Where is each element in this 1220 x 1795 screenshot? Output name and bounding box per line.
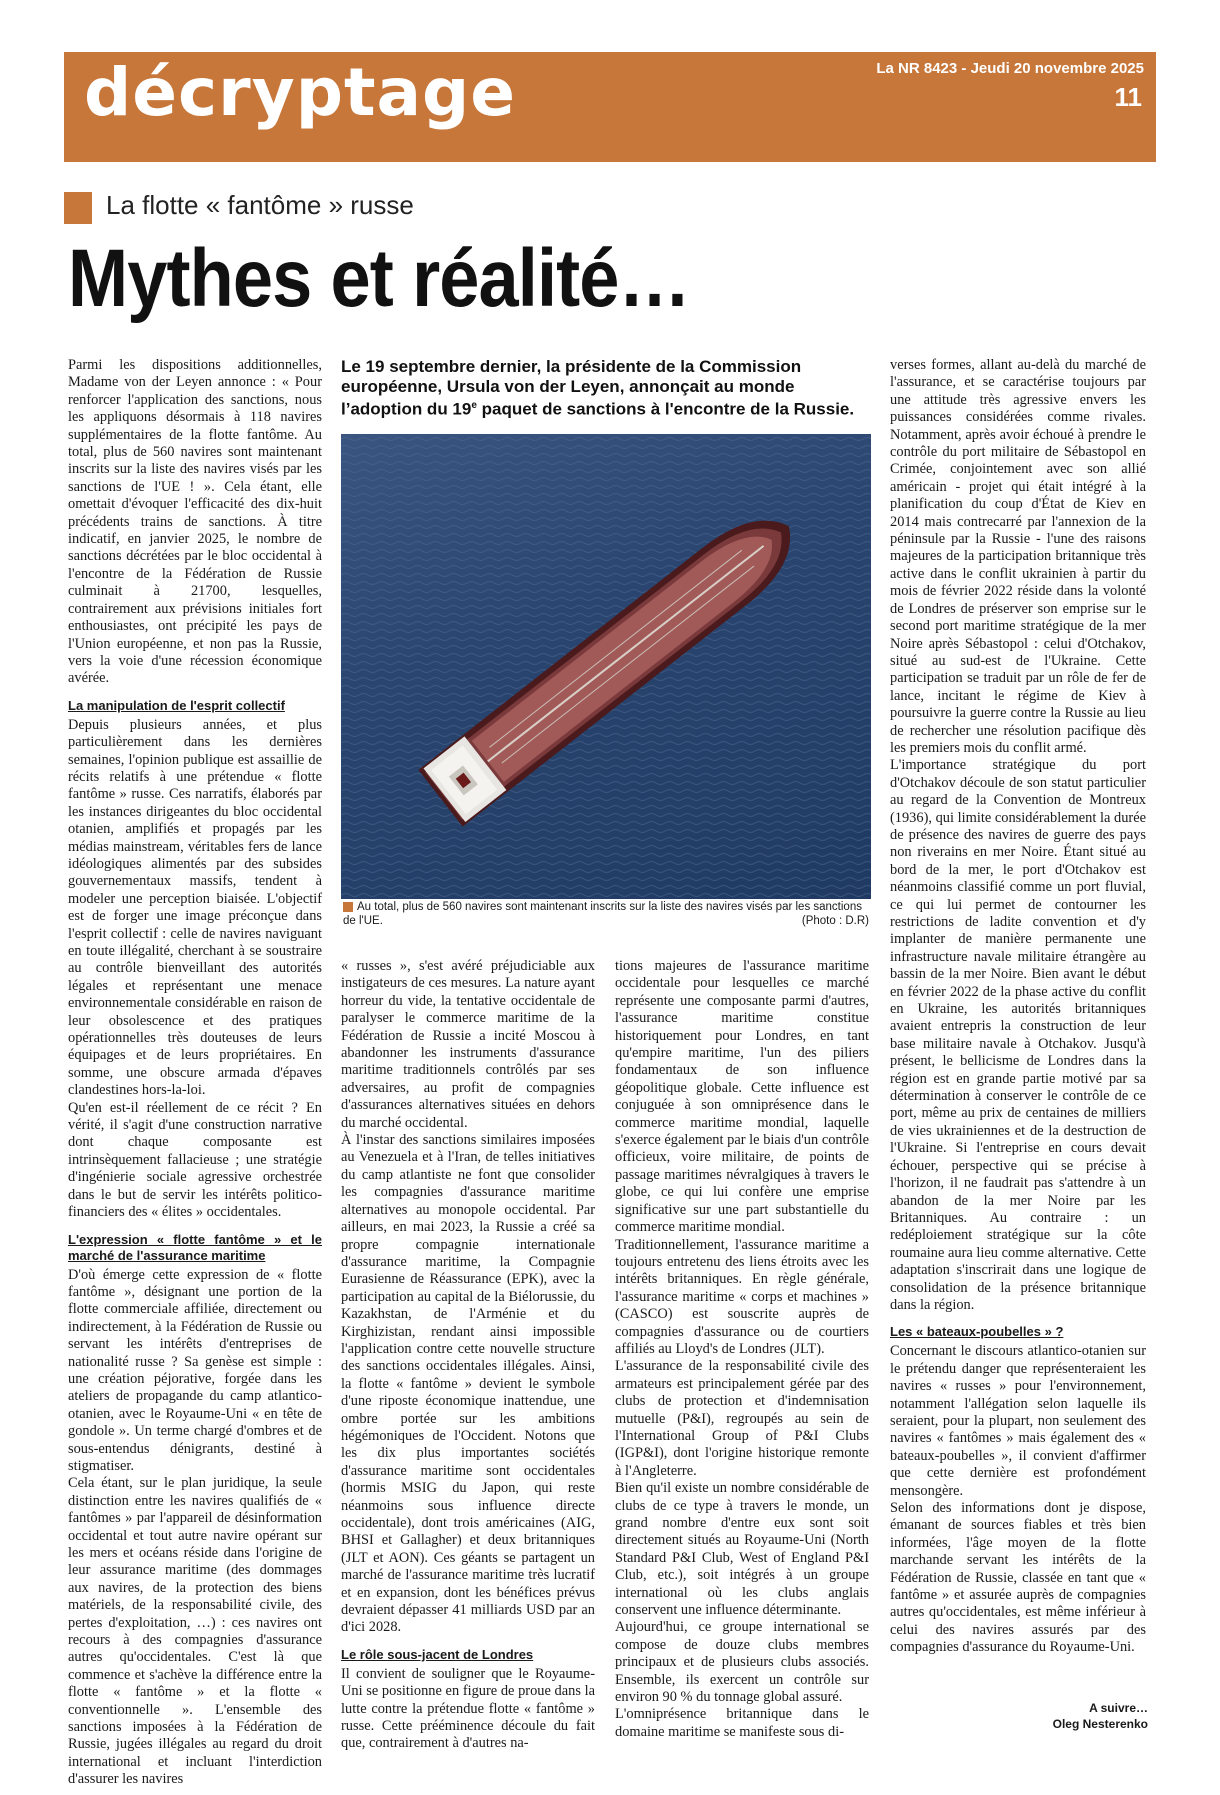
paragraph: verses formes, allant au-delà du marché de l'assurance, et se caractérise toujours par une attitude très agressive envers les puissances considérées comme rivales. Notamment, après avoir échoué à prendre le contrôle du port militaire de Sébastopol en Crimée, conjointement avec son allié américain - projet qui était intégré à la planification du coup d'État de Kiev en 2014 mais contrecarré par l'annexion de la péninsule par la Russie - l'une des raisons majeures de la participation britannique très active dans le conflit ukrainien à partir du mois de février 2022 réside dans la volonté de Londres de préserver son emprise sur le second port maritime stratégique de la mer Noire après Sébastopol : celui d'Otchakov, situé au sud-est de l'Ukraine. Cette participation se traduit par un rôle de fer de lance, incitant le régime de Kiev à poursuivre la guerre contre la Russie au lieu de rechercher une résolution pacifique dès les premiers mois du conflit armé.	[890, 357, 1146, 756]
section-banner	[64, 52, 1156, 162]
paragraph: Selon des informations dont je dispose, émanant de sources fiables et très bien informées, l'âge moyen de la flotte marchande servant les intérêts de la Fédération de Russie, classée en tant que « fantôme » et assurée auprès de compagnies autres qu'occidentales, est même inférieur à celui des navires assurés par des compagnies d'assurance du Royaume-Uni.	[890, 1500, 1146, 1656]
paragraph: À l'instar des sanctions similaires imposées au Venezuela et à l'Iran, de telles initiatives du camp atlantiste ne font que consolider les compagnies d'assurance maritime alternatives au monopole occidental. Par ailleurs, en mai 2023, la Russie a créé sa propre compagnie internationale d'assurance maritime, la Compagnie Eurasienne de Réassurance (EPK), avec la participation au capital de la Biélorussie, du Kazakhstan, de l'Arménie et du Kirghizistan, rendant ainsi impossible l'application contre cette nouvelle structure des sanctions occidentales illégales. Ainsi, la flotte « fantôme » devient le symbole d'une riposte économique inattendue, une ombre portée sur les ambitions hégémoniques de l'Occident. Notons que les dix plus importantes sociétés d'assurance maritime sont occidentales (hormis MSIG du Japon, qui reste néanmoins sous influence directe occidentale), dont trois américaines (AIG, BHSI et Gallagher) et deux britanniques (JLT et AON). Ces géants se partagent un marché de l'assurance maritime très lucratif et en expansion, dont les bénéfices prévus devraient dépasser 41 milliards USD par an d'ici 2028.	[341, 1132, 595, 1636]
tanker-photo	[341, 434, 871, 899]
caption-text: Au total, plus de 560 navires sont maintenant inscrits sur la liste des navires visés par les sanctions de l'UE.	[343, 901, 862, 927]
lead-ordinal: e	[471, 400, 477, 411]
section-title: décryptage	[84, 54, 517, 131]
paragraph: Cela étant, sur le plan juridique, la seule distinction entre les navires qualifiés de « fantômes » par l'appareil de désinformation occidental et tout autre navire opérant sur les mers et océans réside dans l'origine de leur assurance maritime (des dommages aux navires, de la protection des biens matériels, de la responsabilité civile, des pertes d'exploitation, …) : ces navires ont recours à des compagnies d'assurance autres qu'occidentales. C'est là que commence et s'achève la différence entre la flotte « fantôme » et la flotte « conventionnelle ». L'ensemble des sanctions imposées à la Fédération de Russie, jugées illégales au regard du droit international et incluant l'interdiction d'assurer les navires	[68, 1475, 322, 1788]
photo-credit: (Photo : D.R)	[801, 915, 869, 927]
paragraph: Concernant le discours atlantico-otanien sur le prétendu danger que représenteraient les navires « russes » pour l'environnement, notamment l'allégation selon laquelle ils seraient, pour la plupart, non seulement des navires « fantômes » mais également des « bateaux-poubelles », il convient d'affirmer que cette dernière est profondément mensongère.	[890, 1343, 1146, 1499]
paragraph: Traditionnellement, l'assurance maritime a toujours entretenu des liens étroits avec les intérêts britanniques. En règle générale, l'assurance maritime « corps et machines » (CASCO) est souscrite auprès de compagnies d'assurance ou de courtiers affiliés au Lloyd's de Londres (JLT).	[615, 1236, 869, 1357]
article-lead	[341, 357, 869, 419]
column-2	[341, 958, 595, 1753]
paragraph: L'assurance de la responsabilité civile des armateurs est principalement gérée par des clubs de protection et d'indemnisation mutuelle (P&I), regroupés au sein de l'International Group of P&I Clubs (IGP&I), dont l'origine historique remonte à l'Angleterre.	[615, 1358, 869, 1479]
paragraph: tions majeures de l'assurance maritime occidentale pour lesquelles ce marché représente une composante parmi d'autres, l'assurance maritime constitue historiquement pour Londres, en tant qu'empire maritime, l'un des piliers fondamentaux de son influence géopolitique globale. Cette influence est conjuguée à son omniprésence dans le commerce maritime mondial, laquelle s'exerce également par le biais d'un contrôle officieux, voire militaire, de points de passage maritimes névralgiques à travers le globe, ce qui lui confère une emprise significative sur une part substantielle du commerce maritime mondial.	[615, 958, 869, 1236]
column-3	[615, 958, 869, 1741]
column-4	[890, 357, 1146, 1657]
kicker: La flotte « fantôme » russe	[106, 190, 414, 220]
page-number: 11	[1114, 82, 1142, 112]
paragraph: L'importance stratégique du port d'Otchakov découle de son statut particulier au regard de la Convention de Montreux (1936), qui limite considérablement la durée de présence des navires de guerre des pays non riverains en mer Noire. Étant situé au bord de la mer, le port d'Otchakov est néanmoins classifié comme un port fluvial, ce qui lui permet de contourner les restrictions de ladite convention et d'y implanter de manière permanente une infrastructure navale militaire étrangère au bassin de la mer Noire. Bien avant le début en février 2022 de la phase active du conflit en Ukraine, les autorités britanniques avaient entrepris la construction de leur base militaire navale à Otchakov. Jusqu'à présent, le bellicisme de Londres dans la région est en grande partie motivé par sa détermination à conserver le contrôle de ce port, même au prix de centaines de milliers de vies ukrainiennes et de la destruction de l'Ukraine. Si l'entreprise en cours devait échouer, perspective qui se précise à l'horizon, il ne faudrait pas s'attendre à un abandon de la mer Noire par les Britanniques. Au contraire : un redéploiement stratégique sur la côte roumaine aura lieu comme alternative. Cette adaptation s'inscrirait dans une logique de consolidation de la présence britannique dans la région.	[890, 757, 1146, 1313]
lead-text: paquet de sanctions à l'encontre de la Russie.	[476, 399, 855, 419]
subheading: Les « bateaux-poubelles » ?	[890, 1324, 1064, 1340]
edition-date: La NR 8423 - Jeudi 20 novembre 2025	[876, 60, 1144, 77]
subheading: La manipulation de l'esprit collectif	[68, 697, 285, 713]
headline: Mythes et réalité…	[68, 233, 690, 324]
tanker-illustration	[341, 434, 871, 899]
paragraph: L'omniprésence britannique dans le domaine maritime se manifeste sous di-	[615, 1706, 869, 1740]
subheading: L'expression « flotte fantôme » et le marché de l'assurance maritime	[68, 1231, 322, 1263]
signoff	[1053, 1700, 1148, 1732]
paragraph: Qu'en est-il réellement de ce récit ? En vérité, il s'agit d'une construction narrative dont chaque composante est intrinsèquement fallacieuse ; une stratégie d'ingénierie sociale agressive orchestrée dans le but de servir les intérêts politico-financiers des « élites » occidentales.	[68, 1099, 322, 1221]
paragraph: Il convient de souligner que le Royaume-Uni se positionne en figure de proue dans la lutte contre la prétendue flotte « fantôme » russe. Cette prééminence découle du fait que, contrairement à d'autres na-	[341, 1665, 595, 1752]
paragraph: Depuis plusieurs années, et plus particulièrement dans les dernières semaines, l'opinion publique est assaillie de récits relatifs à une prétendue « flotte fantôme » russe. Ces narratifs, élaborés par les instances dirigeantes du bloc occidental otanien, amplifiés et propagés par les médias mainstream, véritables fers de lance idéologiques alimentés par des subsides gouvernementaux massifs, tendent à modeler une perception biaisée. L'objectif est de forger une image préconçue dans l'esprit collectif : celle de navires naviguant en toute illégalité, cherchant à se soustraire au contrôle bienveillant des autorités légales et représentant une menace environnementale considérable en raison de leur obsolescence et des pratiques opérationnelles très douteuses de leurs équipages et de leurs propriétaires. En somme, une obscure armada d'épaves clandestines hors-la-loi.	[68, 716, 322, 1099]
column-1	[68, 357, 322, 1789]
paragraph: Parmi les dispositions additionnelles, Madame von der Leyen annonce : « Pour renforcer l'application des sanctions, nous les appliquons désormais à 118 navires supplémentaires de la flotte fantôme. Au total, plus de 560 navires sont maintenant inscrits sur la liste des navires visés par les sanctions de l'UE ! ». Cela étant, elle omettait d'évoquer l'efficacité des dix-huit précédents trains de sanctions. À titre indicatif, en janvier 2025, le nombre de sanctions décrétées par le bloc occidental à l'encontre de la Fédération de Russie culminait à 21700, lesquelles, contrairement aux prévisions initiales fort enthousiastes, ont précipité les pays de l'Union européenne, et non pas la Russie, vers la voie d'une récession économique avérée.	[68, 357, 322, 687]
paragraph: Bien qu'il existe un nombre considérable de clubs de ce type à travers le monde, un grand nombre d'entre eux sont soit directement situés au Royaume-Uni (North Standard P&I Club, West of England P&I Club, etc.), soit intégrés à un groupe international où les clubs anglais conservent une influence déterminante.	[615, 1480, 869, 1619]
photo-caption	[343, 900, 869, 928]
author-name: Oleg Nesterenko	[1052, 1717, 1148, 1731]
paragraph: « russes », s'est avéré préjudiciable aux instigateurs de ces mesures. La nature ayant horreur du vide, la tentative occidentale de paralyser le commerce maritime de la Fédération de Russie a incité Moscou à abandonner les instruments d'assurance maritime traditionnels contrôlés par ses adversaires, au profit de compagnies d'assurances alternatives situées en dehors du marché occidental.	[341, 958, 595, 1131]
kicker-marker	[64, 192, 92, 224]
paragraph: D'où émerge cette expression de « flotte fantôme », désignant une portion de la flotte commerciale affiliée, directement ou indirectement, à la Fédération de Russie ou servant les intérêts d'entreprises de nationalité russe ? Sa genèse est simple : une création péjorative, forgée dans les ateliers de propagande du camp atlantico-otanien, avec le Royaume-Uni « en tête de gondole ». Un terme chargé d'ombres et de sous-entendus dénigrants, destiné à stigmatiser.	[68, 1266, 322, 1474]
lead-text: Le 19 septembre dernier, la présidente de la Commission européenne, Ursula von der Leyen, annonçait au monde l’adoption du 19	[341, 357, 802, 419]
to-be-continued: A suivre…	[1089, 1701, 1148, 1715]
subheading: Le rôle sous-jacent de Londres	[341, 1646, 534, 1662]
paragraph: Aujourd'hui, ce groupe international se compose de douze clubs membres principaux et de plusieurs clubs associés. Ensemble, ils exercent un contrôle sur environ 90 % du tonnage global assuré.	[615, 1619, 869, 1706]
